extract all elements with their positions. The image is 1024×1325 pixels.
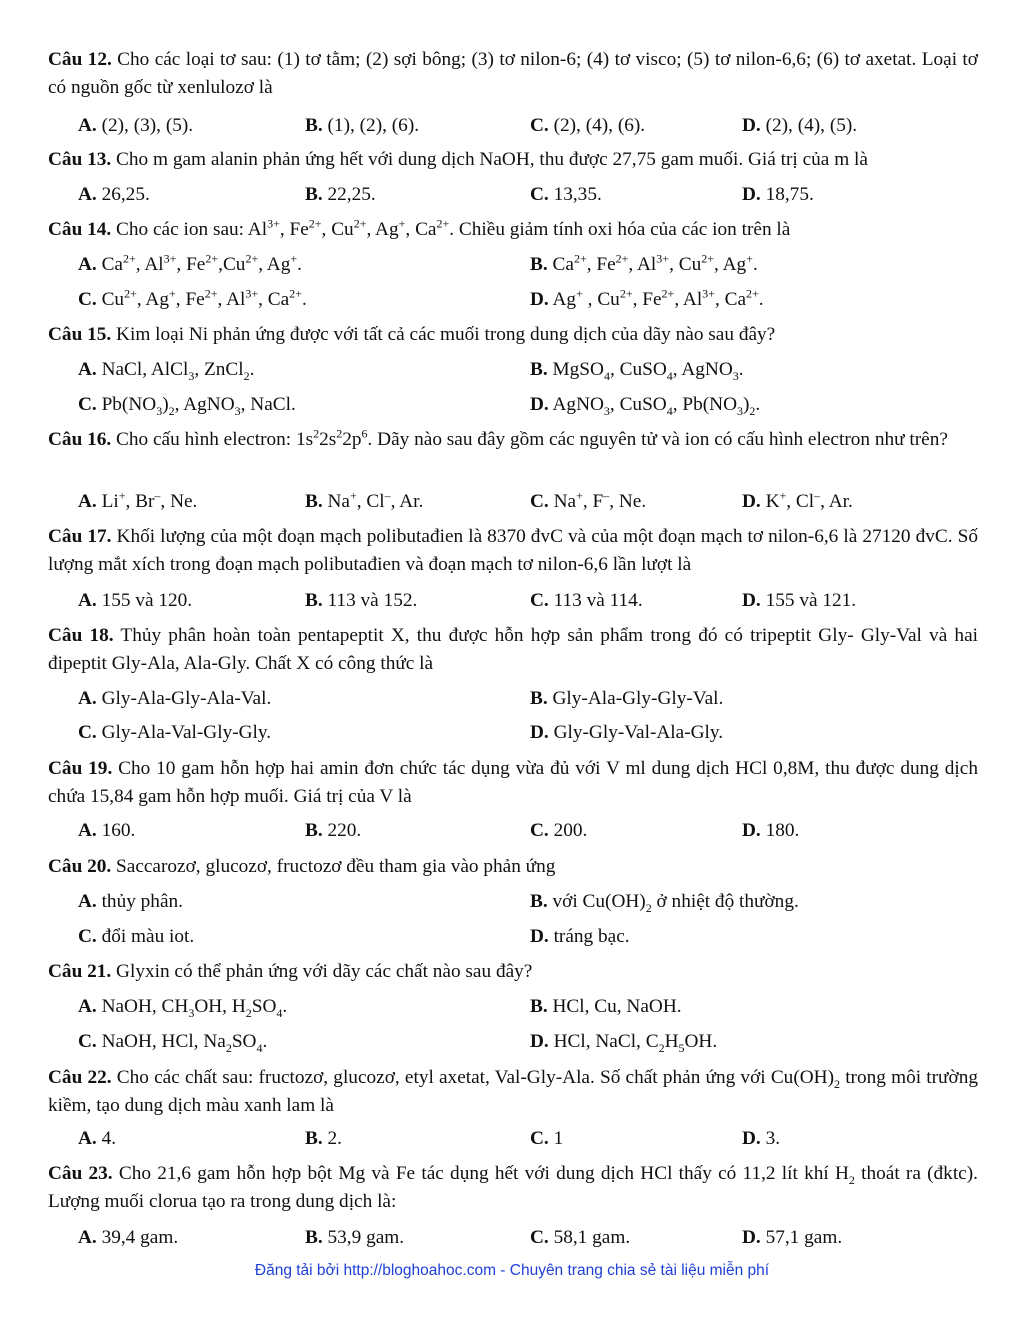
- option-letter: B.: [530, 254, 548, 275]
- option-text: $Cu^{2+}$, Ag+, $Fe^{2+}$, $Al^{3+}$, $Ca^{2+}$.: [96, 286, 307, 310]
- subscript: 3: [156, 403, 163, 418]
- question-number: Câu 12.: [48, 49, 112, 70]
- option-text: Gly-Ala-Val-Gly-Gly.: [96, 722, 272, 743]
- subscript: 4: [603, 368, 610, 383]
- superscript: 2+: [746, 286, 759, 301]
- option-text: 18,75.: [760, 184, 814, 205]
- question-21-option-b[interactable]: [530, 993, 682, 1021]
- option-text: AgNO$_3$, CuSO$_4$, $Pb(NO_3)_2$.: [548, 394, 761, 418]
- option-letter: B.: [305, 184, 323, 205]
- superscript: –: [814, 488, 821, 503]
- superscript: 2: [336, 426, 343, 441]
- subscript: 4: [276, 1005, 283, 1020]
- option-text: 113 và 152.: [322, 590, 418, 611]
- option-text: (2), (4), (5).: [760, 115, 858, 136]
- subscript: 3: [188, 368, 195, 383]
- superscript: +: [350, 488, 357, 503]
- option-letter: C.: [78, 289, 97, 310]
- question-19-option-d[interactable]: [742, 817, 799, 845]
- question-13: [48, 146, 978, 174]
- option-letter: B.: [305, 1128, 323, 1149]
- question-13-option-b[interactable]: [305, 181, 376, 209]
- question-12-option-d[interactable]: [742, 112, 857, 140]
- option-text: K+, Cl–, Ar.: [760, 488, 853, 512]
- question-23-option-a[interactable]: [78, 1224, 178, 1252]
- option-letter: D.: [742, 184, 761, 205]
- question-20-option-d[interactable]: [530, 923, 630, 951]
- superscript: –: [603, 488, 610, 503]
- option-letter: A.: [78, 891, 97, 912]
- option-letter: A.: [78, 590, 97, 611]
- subscript: 5: [678, 1040, 685, 1055]
- question-21-option-a[interactable]: [78, 993, 287, 1021]
- superscript: +: [746, 251, 753, 266]
- subscript: 2: [658, 1040, 665, 1055]
- question-16-option-d[interactable]: [742, 488, 853, 516]
- question-15-option-a[interactable]: [78, 356, 254, 384]
- question-number: Câu 21.: [48, 961, 112, 982]
- question-number: Câu 19.: [48, 758, 113, 779]
- question-19-option-b[interactable]: [305, 817, 361, 845]
- option-text: NaCl, AlCl$_3$, ZnCl$_2$.: [96, 359, 255, 383]
- question-14-option-a[interactable]: [78, 251, 302, 279]
- question-stem: Cho các chất sau: fructozơ, glucozơ, etyl axetat, Val-Gly-Ala. Số chất phản ứng với $Cu(OH)_2$ trong môi trường kiềm, tạo dung dịch màu xanh lam là: [48, 1067, 978, 1116]
- question-15-option-b[interactable]: [530, 356, 744, 384]
- question-17-option-b[interactable]: [305, 587, 417, 615]
- option-text: (1), (2), (6).: [322, 115, 420, 136]
- superscript: 2+: [123, 251, 136, 266]
- option-letter: A.: [78, 254, 97, 275]
- question-12-option-b[interactable]: [305, 112, 419, 140]
- option-letter: C.: [530, 491, 549, 512]
- subscript: 2: [168, 403, 175, 418]
- option-text: Li+, Br–, Ne.: [96, 488, 198, 512]
- option-text: 4.: [96, 1128, 117, 1149]
- option-letter: D.: [530, 289, 549, 310]
- question-20-option-a[interactable]: [78, 888, 183, 916]
- option-text: đổi màu iot.: [96, 926, 195, 947]
- question-stem: Cho m gam alanin phản ứng hết với dung dịch NaOH, thu được 27,75 gam muối. Giá trị của m là: [111, 149, 868, 170]
- option-text: 53,9 gam.: [322, 1227, 405, 1248]
- option-text: 1: [548, 1128, 564, 1149]
- question-13-option-a[interactable]: [78, 181, 150, 209]
- question-23: [48, 1160, 978, 1216]
- question-16: [48, 426, 978, 454]
- option-letter: C.: [530, 590, 549, 611]
- option-text: 155 và 120.: [96, 590, 193, 611]
- option-letter: B.: [530, 996, 548, 1017]
- option-text: $Ca^{2+}$, $Fe^{2+}$, $Al^{3+}$, $Cu^{2+}$, Ag+.: [547, 251, 758, 275]
- option-text: 180.: [760, 820, 800, 841]
- option-letter: A.: [78, 1227, 97, 1248]
- question-12-option-a[interactable]: [78, 112, 193, 140]
- question-16-option-b[interactable]: [305, 488, 423, 516]
- option-letter: C.: [78, 722, 97, 743]
- subscript: 2: [243, 368, 250, 383]
- option-text: 155 và 121.: [760, 590, 857, 611]
- question-number: Câu 22.: [48, 1067, 112, 1088]
- superscript: 2+: [205, 251, 219, 266]
- option-text: tráng bạc.: [548, 926, 630, 947]
- option-letter: C.: [78, 926, 97, 947]
- question-14: [48, 216, 978, 244]
- question-stem: Cho cấu hình electron: $1s^22s^22p^6$. Dãy nào sau đây gồm các nguyên tử và ion có cấu hình electron như trên?: [111, 426, 948, 450]
- question-stem: Cho các loại tơ sau: (1) tơ tằm; (2) sợi bông; (3) tơ nilon-6; (4) tơ visco; (5) tơ nilon-6,6; (6) tơ axetat. Loại tơ có nguồn gốc từ xenlulozơ là: [48, 49, 978, 98]
- option-letter: D.: [742, 590, 761, 611]
- superscript: 2+: [619, 286, 633, 301]
- option-letter: C.: [530, 1128, 549, 1149]
- option-text: 22,25.: [322, 184, 376, 205]
- option-letter: D.: [742, 1227, 761, 1248]
- option-text: Gly-Ala-Gly-Gly-Val.: [547, 688, 724, 709]
- question-number: Câu 15.: [48, 324, 112, 345]
- subscript: 4: [666, 368, 673, 383]
- option-letter: B.: [305, 590, 323, 611]
- option-letter: A.: [78, 688, 97, 709]
- option-text: Gly-Gly-Val-Ala-Gly.: [548, 722, 724, 743]
- option-letter: D.: [742, 115, 761, 136]
- question-13-option-d[interactable]: [742, 181, 814, 209]
- option-letter: D.: [530, 722, 549, 743]
- subscript: 2: [225, 1040, 232, 1055]
- question-19-option-c[interactable]: [530, 817, 587, 845]
- option-letter: A.: [78, 820, 97, 841]
- question-number: Câu 13.: [48, 149, 112, 170]
- option-letter: C.: [530, 820, 549, 841]
- question-19: [48, 755, 978, 811]
- option-text: MgSO$_4$, CuSO$_4$, AgNO$_3$.: [547, 359, 744, 383]
- question-17-option-a[interactable]: [78, 587, 192, 615]
- question-stem: Kim loại Ni phản ứng được với tất cả các muối trong dung dịch của dãy nào sau đây?: [111, 324, 776, 345]
- option-text: 26,25.: [96, 184, 150, 205]
- option-text: Na+, Cl–, Ar.: [322, 488, 424, 512]
- question-stem: Khối lượng của một đoạn mạch polibutađien là 8370 đvC và của một đoạn mạch tơ nilon-6,6 là 27120 đvC. Số lượng mắt xích trong đoạn mạch polibutađien và đoạn mạch tơ nilon-6,6 lần lượt là: [48, 526, 979, 575]
- option-letter: D.: [742, 820, 761, 841]
- question-stem: Saccarozơ, glucozơ, fructozơ đều tham gia vào phản ứng: [111, 856, 556, 877]
- superscript: 2+: [436, 216, 450, 231]
- option-text: (2), (4), (6).: [548, 115, 646, 136]
- question-20: [48, 853, 978, 881]
- question-15-option-d[interactable]: [530, 391, 760, 419]
- option-letter: D.: [742, 491, 761, 512]
- option-text: $Ca^{2+}$, $Al^{3+}$, $Fe^{2+},Cu^{2+}$, Ag+.: [96, 251, 302, 275]
- question-14-option-d[interactable]: [530, 286, 764, 314]
- question-stem: Cho 21,6 gam hỗn hợp bột Mg và Fe tác dụng hết với dung dịch HCl thấy có 11,2 lít khí $H_2$ thoát ra (đktc). Lượng muối clorua tạo ra trong dung dịch là:: [48, 1163, 978, 1212]
- subscript: 3: [732, 368, 739, 383]
- question-15-option-c[interactable]: [78, 391, 296, 419]
- superscript: 2+: [615, 251, 629, 266]
- option-text: 2.: [322, 1128, 342, 1149]
- question-21-option-c[interactable]: [78, 1028, 267, 1056]
- superscript: +: [290, 251, 298, 266]
- superscript: 2+: [204, 286, 218, 301]
- question-number: Câu 17.: [48, 526, 112, 547]
- question-23-option-d[interactable]: [742, 1224, 842, 1252]
- superscript: 2+: [289, 286, 302, 301]
- option-text: $Pb(NO_3)_2$, AgNO$_3$, NaCl.: [96, 394, 296, 418]
- footer-credit[interactable]: Đăng tải bởi http://bloghoahoc.com - Chuyên trang chia sẻ tài liệu miễn phí: [254, 1262, 770, 1279]
- option-letter: D.: [530, 926, 549, 947]
- question-17-option-c[interactable]: [530, 587, 643, 615]
- superscript: +: [398, 216, 406, 231]
- option-text: 113 và 114.: [548, 590, 643, 611]
- question-22-option-c[interactable]: [530, 1125, 563, 1153]
- question-21: [48, 958, 978, 986]
- superscript: 6: [361, 426, 368, 441]
- question-12: [48, 46, 978, 102]
- question-stem: Glyxin có thể phản ứng với dãy các chất nào sau đây?: [111, 961, 533, 982]
- question-21-option-d[interactable]: [530, 1028, 717, 1056]
- subscript: 3: [603, 403, 610, 418]
- question-18: [48, 622, 978, 678]
- option-letter: A.: [78, 1128, 97, 1149]
- superscript: 3+: [656, 251, 670, 266]
- superscript: 2+: [661, 286, 675, 301]
- subscript: 4: [256, 1040, 263, 1055]
- subscript: 2: [245, 1005, 252, 1020]
- subscript: 2: [848, 1172, 855, 1187]
- question-20-option-c[interactable]: [78, 923, 194, 951]
- question-number: Câu 23.: [48, 1163, 113, 1184]
- question-22: [48, 1064, 978, 1120]
- superscript: 2+: [245, 251, 259, 266]
- question-18-option-d[interactable]: [530, 719, 723, 747]
- subscript: 2: [749, 403, 756, 418]
- option-letter: A.: [78, 491, 97, 512]
- subscript: 2: [645, 900, 652, 915]
- option-letter: A.: [78, 359, 97, 380]
- question-15: [48, 321, 978, 349]
- superscript: +: [118, 488, 126, 503]
- superscript: 2+: [308, 216, 322, 231]
- option-text: 220.: [322, 820, 362, 841]
- question-18-option-a[interactable]: [78, 685, 271, 713]
- option-letter: C.: [530, 115, 549, 136]
- option-text: HCl, Cu, NaOH.: [547, 996, 682, 1017]
- question-stem: Cho 10 gam hỗn hợp hai amin đơn chức tác dụng vừa đủ với V ml dung dịch HCl 0,8M, thu được dung dịch chứa 15,84 gam hỗn hợp muối. Giá trị của V là: [48, 758, 978, 807]
- option-text: HCl, NaCl, $C_2H_5OH$.: [548, 1031, 718, 1055]
- question-17: [48, 523, 978, 579]
- subscript: 3: [188, 1005, 195, 1020]
- option-text: 57,1 gam.: [760, 1227, 843, 1248]
- option-text: Ag+ , $Cu^{2+}$, $Fe^{2+}$, $Al^{3+}$, $Ca^{2+}$.: [548, 286, 764, 310]
- superscript: –: [154, 488, 161, 503]
- question-17-option-d[interactable]: [742, 587, 856, 615]
- question-23-option-c[interactable]: [530, 1224, 630, 1252]
- option-text: NaOH, HCl, $Na_2SO_4$.: [96, 1031, 268, 1055]
- question-14-option-c[interactable]: [78, 286, 307, 314]
- superscript: 3+: [702, 286, 715, 301]
- option-letter: B.: [305, 115, 323, 136]
- option-letter: B.: [305, 820, 323, 841]
- superscript: 3+: [163, 251, 177, 266]
- superscript: +: [576, 488, 583, 503]
- question-22-option-a[interactable]: [78, 1125, 116, 1153]
- option-letter: C.: [530, 184, 549, 205]
- option-text: 160.: [96, 820, 136, 841]
- superscript: 2+: [573, 251, 587, 266]
- subscript: 4: [666, 403, 673, 418]
- question-number: Câu 18.: [48, 625, 114, 646]
- option-letter: B.: [530, 359, 548, 380]
- question-number: Câu 14.: [48, 219, 112, 240]
- subscript: 2: [834, 1076, 841, 1091]
- option-text: 3.: [760, 1128, 781, 1149]
- option-letter: B.: [305, 491, 323, 512]
- question-stem: Thủy phân hoàn toàn pentapeptit X, thu được hỗn hợp sản phẩm trong đó có tripeptit Gly- Gly-Val và hai đipeptit Gly-Ala, Ala-Gly. Chất X có công thức là: [48, 625, 978, 674]
- option-text: 13,35.: [548, 184, 602, 205]
- superscript: 3+: [267, 216, 280, 231]
- option-letter: C.: [78, 394, 97, 415]
- option-letter: B.: [305, 1227, 323, 1248]
- question-stem: Cho các ion sau: $Al^{3+}$, $Fe^{2+}$, $Cu^{2+}$, Ag+, $Ca^{2+}$. Chiều giảm tính oxi hóa của các ion trên là: [111, 216, 791, 240]
- question-19-option-a[interactable]: [78, 817, 135, 845]
- option-letter: B.: [530, 891, 548, 912]
- option-text: Na+, F–, Ne.: [548, 488, 647, 512]
- question-13-option-c[interactable]: [530, 181, 602, 209]
- option-letter: C.: [78, 1031, 97, 1052]
- question-16-option-c[interactable]: [530, 488, 646, 516]
- option-letter: A.: [78, 115, 97, 136]
- question-22-option-b[interactable]: [305, 1125, 342, 1153]
- option-text: 58,1 gam.: [548, 1227, 631, 1248]
- superscript: 2: [313, 426, 320, 441]
- superscript: +: [779, 488, 787, 503]
- superscript: 2+: [701, 251, 714, 266]
- question-14-option-b[interactable]: [530, 251, 758, 279]
- option-text: Gly-Ala-Gly-Ala-Val.: [96, 688, 272, 709]
- option-text: (2), (3), (5).: [96, 115, 194, 136]
- superscript: +: [576, 286, 583, 301]
- option-text: với $Cu(OH)_2$ ở nhiệt độ thường.: [547, 891, 799, 915]
- option-text: 39,4 gam.: [96, 1227, 179, 1248]
- question-18-option-b[interactable]: [530, 685, 723, 713]
- option-letter: A.: [78, 184, 97, 205]
- question-18-option-c[interactable]: [78, 719, 271, 747]
- option-letter: A.: [78, 996, 97, 1017]
- option-text: NaOH, $CH_3OH$, $H_2SO_4$.: [96, 996, 288, 1020]
- option-letter: C.: [530, 1227, 549, 1248]
- question-20-option-b[interactable]: [530, 888, 799, 916]
- question-22-option-d[interactable]: [742, 1125, 780, 1153]
- question-16-option-a[interactable]: [78, 488, 197, 516]
- superscript: 2+: [353, 216, 367, 231]
- option-letter: D.: [742, 1128, 761, 1149]
- subscript: 3: [737, 403, 743, 418]
- option-letter: D.: [530, 1031, 549, 1052]
- superscript: +: [169, 286, 176, 301]
- option-letter: B.: [530, 688, 548, 709]
- question-23-option-b[interactable]: [305, 1224, 404, 1252]
- question-number: Câu 16.: [48, 429, 112, 450]
- subscript: 3: [234, 403, 241, 418]
- option-letter: D.: [530, 394, 549, 415]
- question-number: Câu 20.: [48, 856, 112, 877]
- superscript: 2+: [124, 286, 137, 301]
- option-text: thủy phân.: [96, 891, 183, 912]
- superscript: –: [384, 488, 391, 503]
- superscript: 3+: [245, 286, 259, 301]
- question-12-option-c[interactable]: [530, 112, 645, 140]
- option-text: 200.: [548, 820, 588, 841]
